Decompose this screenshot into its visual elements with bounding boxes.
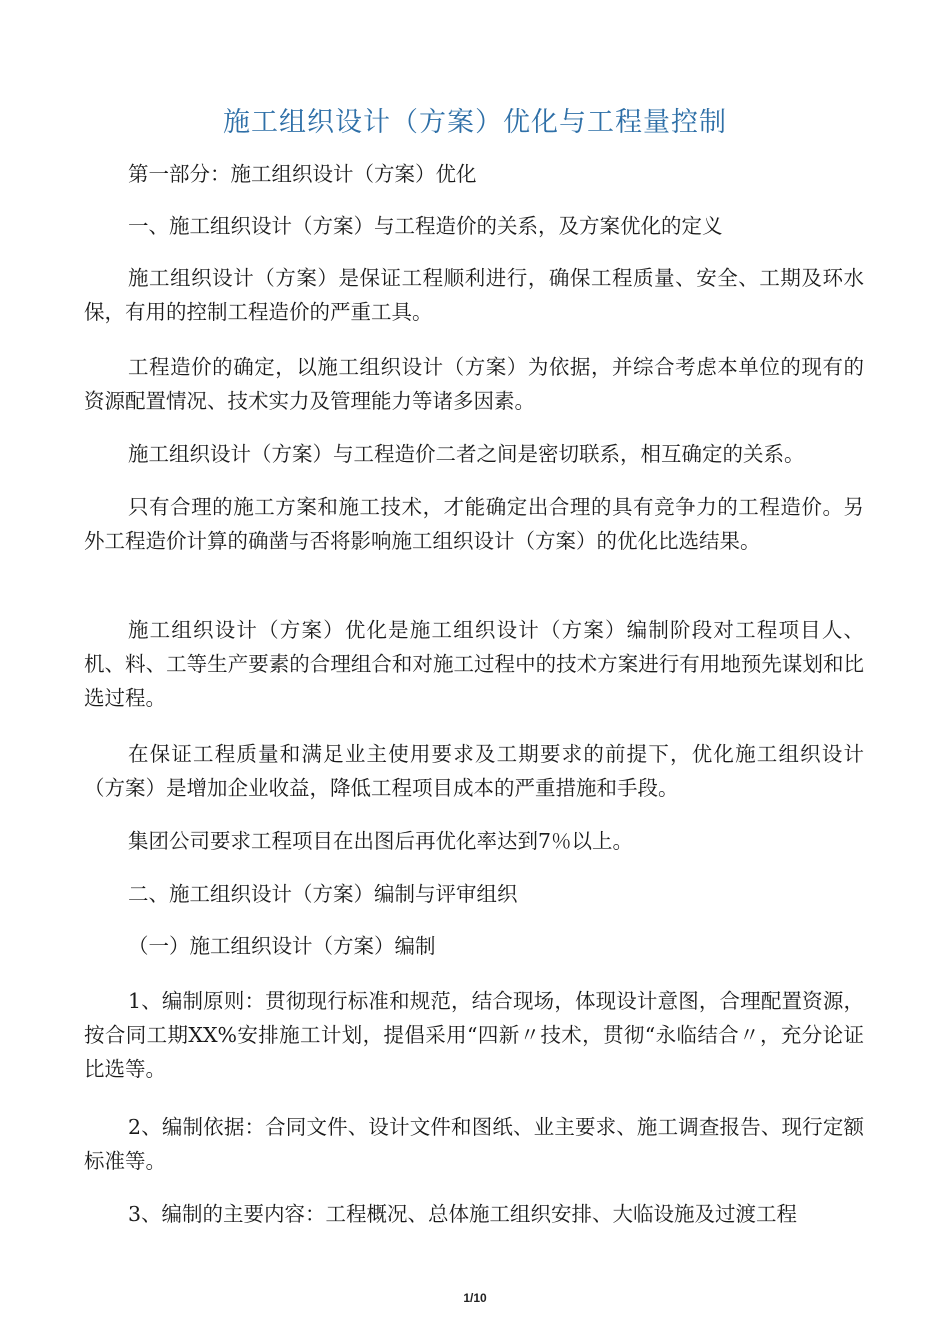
paragraph: 施工组织设计（方案）优化是施工组织设计（方案）编制阶段对工程项目人、机、料、工等生产要素的合理组合和对施工过程中的技术方案进行有用地预先谋划和比选过程。 [84, 618, 864, 710]
document-title: 施工组织设计（方案）优化与工程量控制 [223, 107, 727, 138]
paragraph: 3、编制的主要内容：工程概况、总体施工组织安排、大临设施及过渡工程 [128, 1202, 798, 1226]
paragraph: 2、编制依据：合同文件、设计文件和图纸、业主要求、施工调查报告、现行定额标准等。 [84, 1115, 864, 1173]
paragraph: 只有合理的施工方案和施工技术，才能确定出合理的具有竞争力的工程造价。另外工程造价计算的确凿与否将影响施工组织设计（方案）的优化比选结果。 [84, 495, 864, 553]
paragraph: 集团公司要求工程项目在出图后再优化率达到7％以上。 [128, 829, 634, 853]
paragraph: 施工组织设计（方案）与工程造价二者之间是密切联系，相互确定的关系。 [128, 442, 805, 466]
subsection-heading: （一）施工组织设计（方案）编制 [128, 934, 436, 958]
section-heading-one: 一、施工组织设计（方案）与工程造价的关系，及方案优化的定义 [128, 214, 723, 238]
section-heading-part-one: 第一部分：施工组织设计（方案）优化 [128, 162, 477, 186]
paragraph: 在保证工程质量和满足业主使用要求及工期要求的前提下，优化施工组织设计（方案）是增加企业收益，降低工程项目成本的严重措施和手段。 [84, 742, 864, 800]
paragraph: 1、编制原则：贯彻现行标准和规范，结合现场，体现设计意图，合理配置资源，按合同工期XX%安排施工计划，提倡采用“四新〃技术，贯彻“永临结合〃，充分论证比选等。 [84, 989, 864, 1081]
paragraph: 施工组织设计（方案）是保证工程顺利进行，确保工程质量、安全、工期及环水保，有用的控制工程造价的严重工具。 [84, 266, 864, 324]
page-number: 1/10 [463, 1291, 487, 1305]
section-heading-two: 二、施工组织设计（方案）编制与评审组织 [128, 882, 518, 906]
paragraph: 工程造价的确定，以施工组织设计（方案）为依据，并综合考虑本单位的现有的资源配置情况、技术实力及管理能力等诸多因素。 [84, 355, 864, 413]
